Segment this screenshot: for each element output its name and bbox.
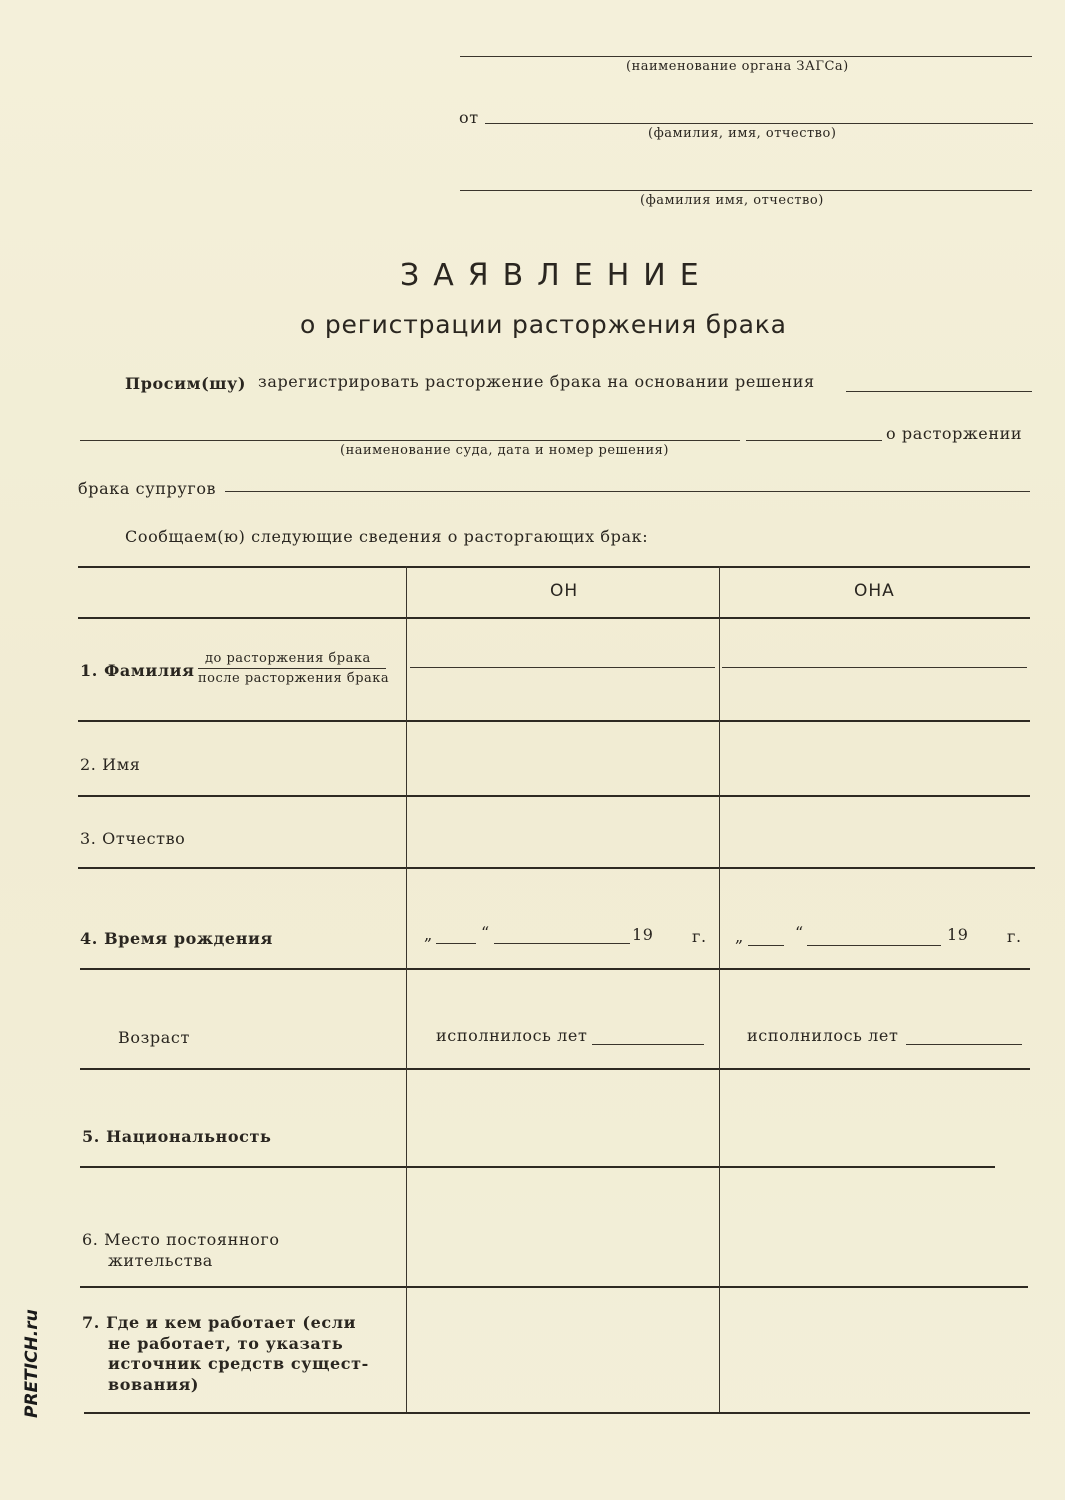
birth-he-quote-open: „: [424, 925, 433, 944]
age-bottom-rule: [80, 1068, 1030, 1070]
residence-label-1: 6. Место постоянного: [82, 1230, 280, 1249]
from-label: от: [459, 108, 479, 127]
birth-he-suffix: г.: [692, 927, 707, 946]
surname-fraction-line: [198, 668, 386, 669]
age-label: Возраст: [118, 1028, 190, 1047]
col-header-he: ОН: [550, 581, 579, 601]
birth-he-year: 19: [632, 925, 654, 944]
surname-after: после расторжения брака: [198, 671, 390, 686]
birth-she-year: 19: [947, 925, 969, 944]
birth-she-day-line: [748, 945, 784, 946]
age-she-text: исполнилось лет: [747, 1026, 899, 1045]
residence-label-2: жительства: [108, 1251, 213, 1270]
court-line-2: [746, 440, 882, 441]
spouses-line: [225, 491, 1030, 492]
col-divider-right: [719, 566, 720, 1412]
row6-bottom-rule: [80, 1286, 1028, 1288]
page-subtitle: о регистрации расторжения брака: [300, 310, 787, 339]
header-bottom-rule: [78, 617, 1030, 619]
from-line: [485, 123, 1033, 124]
birth-he-month-line: [494, 943, 630, 944]
age-he-text: исполнилось лет: [436, 1026, 588, 1045]
birth-he-quote-close: “: [481, 923, 490, 942]
patronymic-label: 3. Отчество: [80, 829, 186, 848]
site-watermark: PRETICH.ru: [22, 1309, 42, 1418]
row2-bottom-rule: [78, 795, 1030, 797]
work-label-4: вования): [108, 1375, 200, 1394]
row5-bottom-rule: [80, 1166, 995, 1168]
col-header-she: ОНА: [854, 581, 895, 601]
second-fio-line: [460, 190, 1032, 191]
request-lead: Просим(шу): [125, 374, 247, 393]
court-caption: (наименование суда, дата и номер решения): [340, 443, 669, 458]
page-title: ЗАЯВЛЕНИЕ: [400, 258, 713, 293]
birth-she-quote-open: „: [735, 927, 744, 946]
row4-bottom-rule: [80, 968, 1030, 970]
surname-before: до расторжения брака: [205, 651, 371, 666]
court-line-1: [80, 440, 740, 441]
row1-bottom-rule: [78, 720, 1030, 722]
decision-line: [846, 391, 1032, 392]
fio-caption-2: (фамилия имя, отчество): [640, 193, 824, 208]
on-dissolution-label: о расторжении: [886, 424, 1023, 443]
birth-she-month-line: [807, 945, 941, 946]
info-intro: Сообщаем(ю) следующие сведения о расторгающих брак:: [125, 527, 649, 546]
birth-label: 4. Время рождения: [80, 929, 273, 948]
request-text: зарегистрировать расторжение брака на основании решения: [258, 372, 815, 391]
work-label-2: не работает, то указать: [108, 1334, 344, 1353]
surname-label: 1. Фамилия: [80, 661, 195, 680]
fio-caption-1: (фамилия, имя, отчество): [648, 126, 837, 141]
birth-she-quote-close: “: [795, 923, 804, 942]
surname-she-divider: [722, 667, 1027, 668]
work-label-3: источник средств сущест-: [108, 1354, 369, 1373]
spouses-label: брака супругов: [78, 479, 217, 498]
nationality-label: 5. Национальность: [82, 1127, 272, 1146]
col-divider-left: [406, 566, 407, 1412]
age-he-line: [592, 1044, 704, 1045]
zags-caption: (наименование органа ЗАГСа): [626, 59, 849, 74]
zags-line: [460, 56, 1032, 57]
table-bottom-rule: [84, 1412, 1030, 1414]
work-label-1: 7. Где и кем работает (если: [82, 1313, 357, 1332]
age-she-line: [906, 1044, 1022, 1045]
row3-bottom-rule: [78, 867, 1035, 869]
table-top-rule: [78, 566, 1030, 568]
birth-he-day-line: [436, 943, 476, 944]
name-label: 2. Имя: [80, 755, 141, 774]
birth-she-suffix: г.: [1007, 927, 1022, 946]
surname-he-divider: [410, 667, 715, 668]
